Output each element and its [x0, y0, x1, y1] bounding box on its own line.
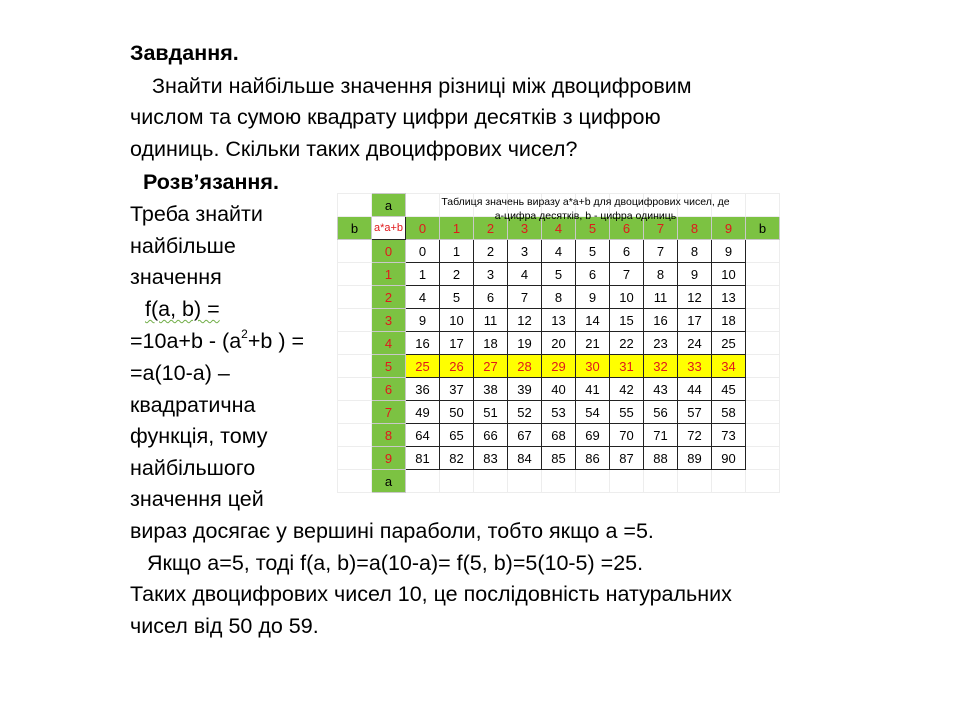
empty-cell: [746, 401, 780, 424]
table-cell: 12: [678, 286, 712, 309]
table-cell: 4: [406, 286, 440, 309]
formula-tail: +b ) =: [247, 329, 305, 353]
table-cell: 13: [542, 309, 576, 332]
table-cell: 71: [644, 424, 678, 447]
row-header: 9: [372, 447, 406, 470]
table-cell: 70: [610, 424, 644, 447]
table-cell: 49: [406, 401, 440, 424]
table-cell: 17: [678, 309, 712, 332]
table-cell: 13: [712, 286, 746, 309]
empty-cell: [746, 332, 780, 355]
table-cell: 27: [474, 355, 508, 378]
table-cell: 5: [576, 240, 610, 263]
empty-cell: [338, 470, 372, 493]
table-cell: 8: [678, 240, 712, 263]
table-cell: 51: [474, 401, 508, 424]
row-header: 1: [372, 263, 406, 286]
table-cell: 82: [440, 447, 474, 470]
empty-cell: [678, 470, 712, 493]
empty-cell: [576, 470, 610, 493]
column-header: 0: [406, 217, 440, 240]
solution-title: Розв’язання.: [143, 170, 279, 194]
table-cell: 12: [508, 309, 542, 332]
table-cell: 7: [508, 286, 542, 309]
table-cell: 14: [576, 309, 610, 332]
empty-cell: [712, 470, 746, 493]
table-cell: 37: [440, 378, 474, 401]
empty-cell: [644, 470, 678, 493]
table-cell: 83: [474, 447, 508, 470]
empty-cell: [440, 470, 474, 493]
table-cell: 9: [712, 240, 746, 263]
empty-cell: [338, 424, 372, 447]
empty-cell: [338, 332, 372, 355]
table-cell: 29: [542, 355, 576, 378]
table-cell: 20: [542, 332, 576, 355]
table-cell: 90: [712, 447, 746, 470]
table-cell: 36: [406, 378, 440, 401]
solution-bottom-3: Таких двоцифрових чисел 10, це послідовність натуральних: [130, 582, 732, 606]
column-header: 5: [576, 217, 610, 240]
table-cell: 6: [576, 263, 610, 286]
table-cell: 4: [542, 240, 576, 263]
solution-line-7: квадратична: [130, 393, 256, 417]
table-cell: 6: [474, 286, 508, 309]
table-cell: 57: [678, 401, 712, 424]
row-header: 8: [372, 424, 406, 447]
formula-head: =10a+b - (a: [130, 329, 242, 353]
task-line-1: Знайти найбільше значення різниці між двоцифровим: [152, 74, 692, 98]
table-cell: 16: [644, 309, 678, 332]
task-line-3: одиниць. Скільки таких двоцифрових чисел?: [130, 137, 578, 161]
empty-cell: [338, 355, 372, 378]
table-cell: 86: [576, 447, 610, 470]
table-cell: 81: [406, 447, 440, 470]
empty-cell: [338, 286, 372, 309]
empty-cell: [338, 447, 372, 470]
table-cell: 26: [440, 355, 474, 378]
empty-cell: [746, 286, 780, 309]
table-cell: 23: [644, 332, 678, 355]
table-cell: 2: [474, 240, 508, 263]
table-cell: 11: [644, 286, 678, 309]
solution-line-3: значення: [130, 265, 222, 289]
table-cell: 67: [508, 424, 542, 447]
label-b-right: b: [746, 217, 780, 240]
table-cell: 66: [474, 424, 508, 447]
table-cell: 32: [644, 355, 678, 378]
task-line-2: числом та сумою квадрату цифри десятків з цифрою: [130, 105, 661, 129]
table-cell: 1: [406, 263, 440, 286]
table-cell: 19: [508, 332, 542, 355]
table-cell: 3: [508, 240, 542, 263]
table-cell: 69: [576, 424, 610, 447]
values-grid: [337, 193, 780, 493]
table-cell: 88: [644, 447, 678, 470]
empty-cell: [338, 263, 372, 286]
table-cell: 16: [406, 332, 440, 355]
table-cell: 9: [678, 263, 712, 286]
solution-bottom-4: чисел від 50 до 59.: [130, 614, 319, 638]
table-cell: 64: [406, 424, 440, 447]
column-header: 1: [440, 217, 474, 240]
solution-line-4: [145, 294, 220, 324]
solution-line-1: Треба знайти: [130, 202, 263, 226]
empty-cell: [746, 447, 780, 470]
empty-cell: [338, 401, 372, 424]
table-caption: [413, 195, 758, 223]
table-cell: 9: [576, 286, 610, 309]
empty-cell: [746, 263, 780, 286]
empty-cell: [746, 378, 780, 401]
table-cell: 58: [712, 401, 746, 424]
table-cell: 52: [508, 401, 542, 424]
table-cell: 3: [474, 263, 508, 286]
table-cell: 6: [610, 240, 644, 263]
table-cell: 53: [542, 401, 576, 424]
empty-cell: [406, 470, 440, 493]
table-cell: 7: [610, 263, 644, 286]
table-cell: 84: [508, 447, 542, 470]
table-cell: 4: [508, 263, 542, 286]
table-cell: 5: [542, 263, 576, 286]
table-cell: 33: [678, 355, 712, 378]
table-cell: 7: [644, 240, 678, 263]
table-cell: 2: [440, 263, 474, 286]
table-cell: 89: [678, 447, 712, 470]
table-cell: 11: [474, 309, 508, 332]
table-cell: 10: [712, 263, 746, 286]
table-cell: 15: [610, 309, 644, 332]
table-cell: 17: [440, 332, 474, 355]
table-cell: 40: [542, 378, 576, 401]
table-caption-line-1: Таблиця значень виразу a*a+b для двоцифрових чисел, де: [441, 196, 730, 208]
table-cell: 0: [406, 240, 440, 263]
row-header: 0: [372, 240, 406, 263]
table-cell: 38: [474, 378, 508, 401]
column-header: 7: [644, 217, 678, 240]
row-header: 2: [372, 286, 406, 309]
task-title: Завдання.: [130, 41, 239, 65]
empty-cell: [746, 309, 780, 332]
table-cell: 87: [610, 447, 644, 470]
empty-cell: [746, 240, 780, 263]
table-cell: 41: [576, 378, 610, 401]
row-header: 4: [372, 332, 406, 355]
column-header: 8: [678, 217, 712, 240]
table-cell: 85: [542, 447, 576, 470]
table-cell: 8: [542, 286, 576, 309]
empty-cell: [338, 194, 372, 217]
table-cell: 34: [712, 355, 746, 378]
table-caption-line-2: a-цифра десятків, b - цифра одиниць: [494, 210, 677, 222]
column-header: 2: [474, 217, 508, 240]
table-cell: 42: [610, 378, 644, 401]
values-table: [337, 193, 803, 489]
solution-line-10: значення цей: [130, 487, 264, 511]
empty-cell: [746, 424, 780, 447]
column-header: 3: [508, 217, 542, 240]
table-cell: 55: [610, 401, 644, 424]
table-cell: 30: [576, 355, 610, 378]
row-header: 5: [372, 355, 406, 378]
row-header: 7: [372, 401, 406, 424]
solution-line-9: найбільшого: [130, 456, 256, 480]
table-cell: 72: [678, 424, 712, 447]
empty-cell: [474, 470, 508, 493]
corner-cell: a*a+b: [372, 217, 406, 240]
table-cell: 22: [610, 332, 644, 355]
table-cell: 68: [542, 424, 576, 447]
table-cell: 44: [678, 378, 712, 401]
column-header: 4: [542, 217, 576, 240]
table-cell: 24: [678, 332, 712, 355]
table-cell: 54: [576, 401, 610, 424]
table-cell: 39: [508, 378, 542, 401]
table-cell: 18: [712, 309, 746, 332]
label-a-top: a: [372, 194, 406, 217]
table-cell: 31: [610, 355, 644, 378]
table-cell: 8: [644, 263, 678, 286]
table-cell: 1: [440, 240, 474, 263]
label-a-bottom: a: [372, 470, 406, 493]
table-cell: 73: [712, 424, 746, 447]
solution-line-2: найбільше: [130, 234, 236, 258]
table-cell: 65: [440, 424, 474, 447]
table-cell: 28: [508, 355, 542, 378]
solution-bottom-1: вираз досягає у вершині параболи, тобто якщо a =5.: [130, 519, 654, 543]
empty-cell: [508, 470, 542, 493]
solution-line-5: [130, 326, 304, 356]
empty-cell: [610, 470, 644, 493]
table-cell: 18: [474, 332, 508, 355]
row-header: 3: [372, 309, 406, 332]
empty-cell: [338, 309, 372, 332]
solution-line-6: =a(10-a) –: [130, 361, 230, 385]
table-cell: 56: [644, 401, 678, 424]
table-cell: 43: [644, 378, 678, 401]
table-cell: 5: [440, 286, 474, 309]
column-header: 6: [610, 217, 644, 240]
label-b-left: b: [338, 217, 372, 240]
table-cell: 45: [712, 378, 746, 401]
column-header: 9: [712, 217, 746, 240]
solution-bottom-2: Якщо a=5, тоді f(a, b)=a(10-a)= f(5, b)=5(10-5) =25.: [147, 551, 644, 575]
table-cell: 10: [610, 286, 644, 309]
formula-exponent: 2: [241, 326, 248, 341]
function-f: f(a, b) =: [145, 297, 220, 321]
table-cell: 50: [440, 401, 474, 424]
empty-cell: [338, 378, 372, 401]
table-cell: 25: [406, 355, 440, 378]
table-cell: 10: [440, 309, 474, 332]
table-cell: 25: [712, 332, 746, 355]
empty-cell: [338, 240, 372, 263]
table-cell: 9: [406, 309, 440, 332]
table-cell: 21: [576, 332, 610, 355]
empty-cell: [746, 355, 780, 378]
empty-cell: [746, 470, 780, 493]
solution-line-8: функція, тому: [130, 424, 268, 448]
empty-cell: [542, 470, 576, 493]
row-header: 6: [372, 378, 406, 401]
